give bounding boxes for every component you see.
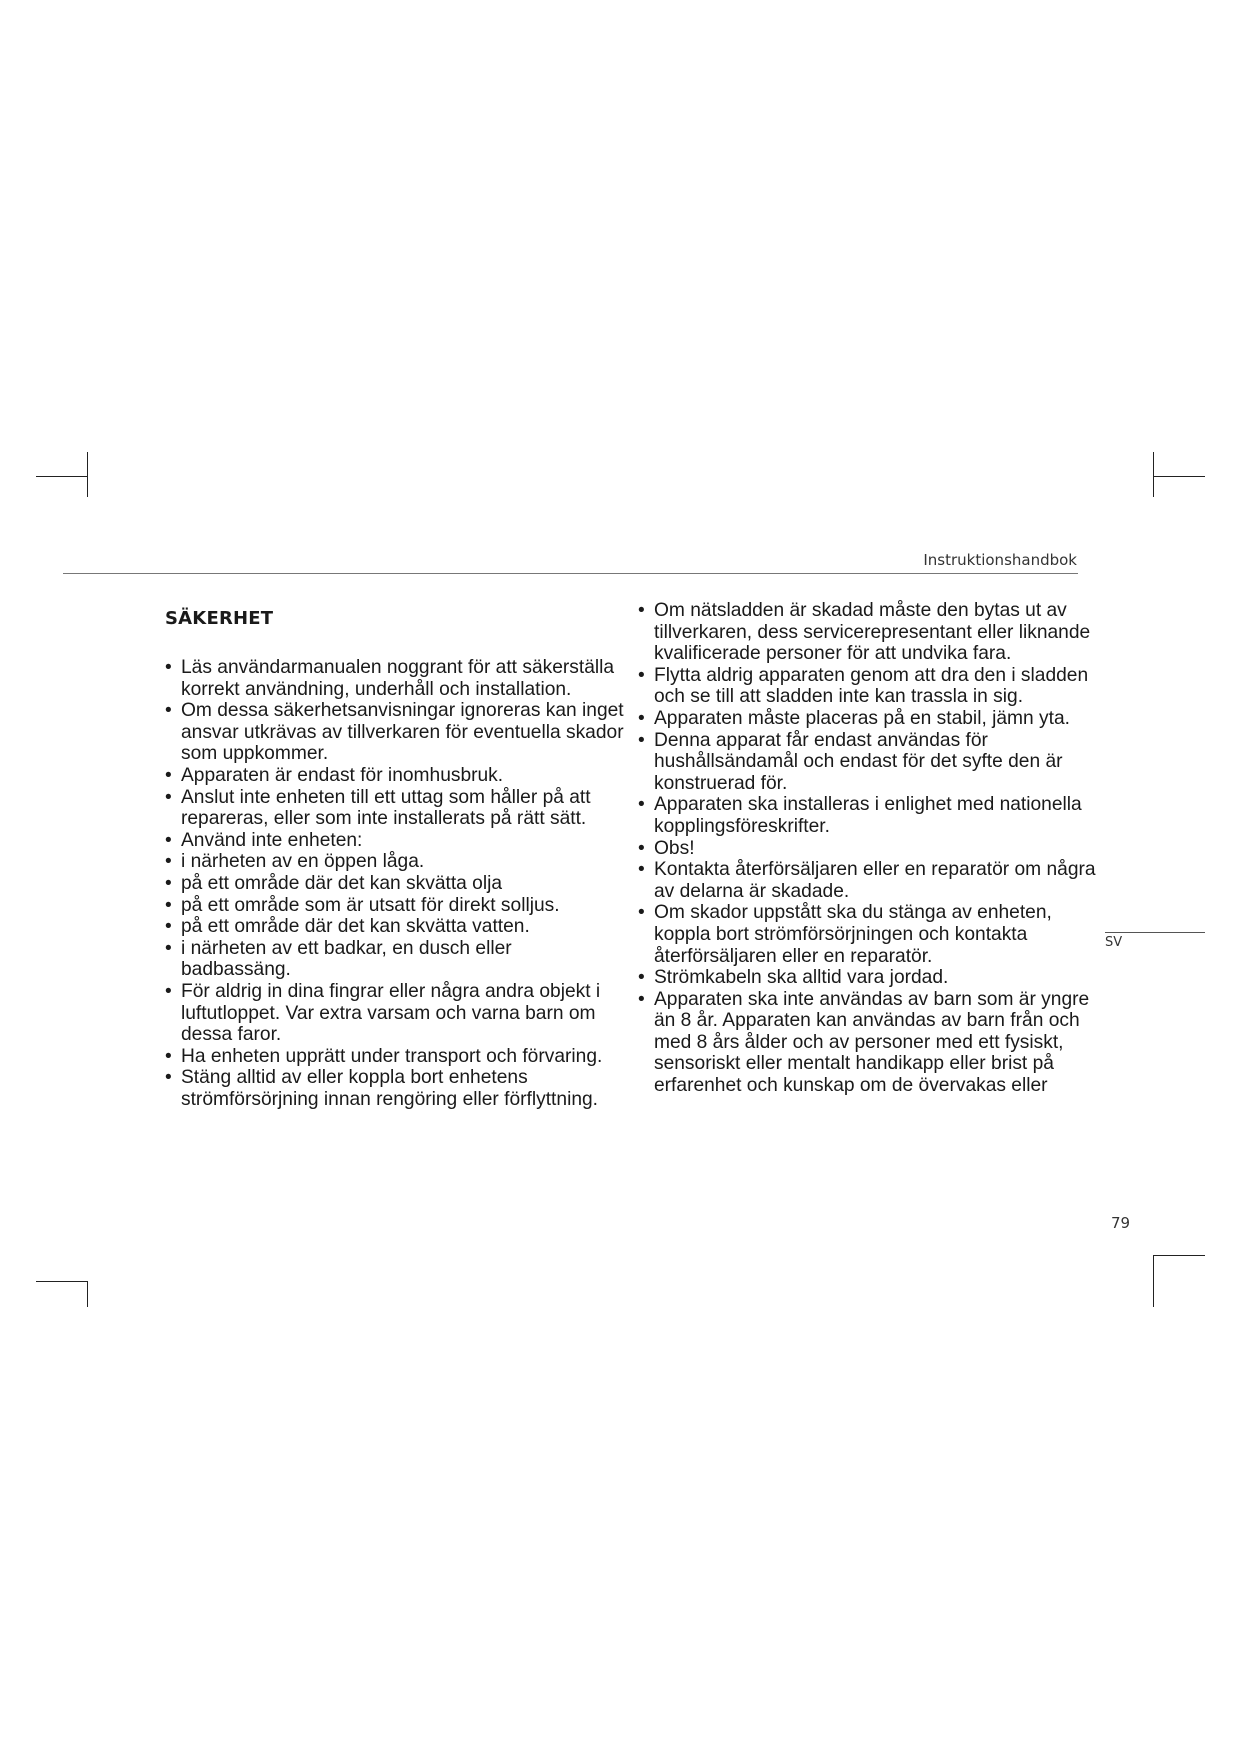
list-item: • Stäng alltid av eller koppla bort enhetens strömförsörjning innan rengöring eller förflyttning. (165, 1067, 625, 1110)
list-item: • Kontakta återförsäljaren eller en reparatör om några av delarna är skadade. (638, 859, 1108, 902)
list-item: • Apparaten ska inte användas av barn som är yngre än 8 år. Apparaten kan användas av barn från och med 8 års ålder och av personer med ett fysiskt, sensoriskt eller mentalt handikapp eller brist på erfarenhet och kunskap om de övervakas eller (638, 989, 1108, 1097)
list-item: • Flytta aldrig apparaten genom att dra den i sladden och se till att sladden inte kan trassla in sig. (638, 665, 1108, 708)
list-item: • Ha enheten upprätt under transport och förvaring. (165, 1046, 625, 1068)
crop-mark-bottom-left-h (36, 1281, 88, 1282)
list-item: • För aldrig in dina fingrar eller några andra objekt i luftutloppet. Var extra varsam och varna barn om dessa faror. (165, 981, 625, 1046)
manual-header-title: Instruktionshandbok (923, 551, 1077, 569)
list-item: • Om skador uppstått ska du stänga av enheten, koppla bort strömförsörjningen och kontakta återförsäljaren eller en reparatör. (638, 902, 1108, 967)
crop-mark-bottom-right-h (1153, 1255, 1205, 1256)
crop-mark-top-left-h (36, 476, 88, 477)
list-item: • Apparaten måste placeras på en stabil, jämn yta. (638, 708, 1108, 730)
list-item: • Obs! (638, 838, 1108, 860)
list-item: • på ett område där det kan skvätta olja (165, 873, 625, 895)
crop-mark-top-right-h (1153, 476, 1205, 477)
safety-list-right (638, 600, 1108, 1097)
list-item: • Apparaten ska installeras i enlighet med nationella kopplingsföreskrifter. (638, 794, 1108, 837)
left-column (165, 600, 625, 1110)
list-item: • Strömkabeln ska alltid vara jordad. (638, 967, 1108, 989)
list-item: • på ett område där det kan skvätta vatten. (165, 916, 625, 938)
page-number: 79 (1111, 1214, 1131, 1232)
list-item: • Apparaten är endast för inomhusbruk. (165, 765, 625, 787)
header-divider (63, 573, 1078, 574)
main-content (165, 600, 1095, 1200)
list-item: • på ett område som är utsatt för direkt solljus. (165, 895, 625, 917)
right-column (638, 600, 1108, 1097)
list-item: • i närheten av en öppen låga. (165, 851, 625, 873)
list-item: • Om nätsladden är skadad måste den bytas ut av tillverkaren, dess servicerepresentant eller liknande kvalificerade personer för att undvika fara. (638, 600, 1108, 665)
list-item: • Denna apparat får endast användas för hushållsändamål och endast för det syfte den är konstruerad för. (638, 730, 1108, 795)
crop-mark-bottom-right-v (1153, 1255, 1154, 1307)
crop-mark-top-right-v (1153, 452, 1154, 497)
list-item: • i närheten av ett badkar, en dusch eller badbassäng. (165, 938, 625, 981)
list-item: • Om dessa säkerhetsanvisningar ignoreras kan inget ansvar utkrävas av tillverkaren för eventuella skador som uppkommer. (165, 700, 625, 765)
section-title: SÄKERHET (165, 608, 274, 629)
crop-mark-bottom-left-v (87, 1281, 88, 1307)
safety-list-left (165, 657, 625, 1110)
language-code: SV (1105, 935, 1123, 950)
crop-mark-top-left-v (87, 452, 88, 497)
list-item: • Använd inte enheten: (165, 830, 625, 852)
language-tab-divider (1105, 932, 1205, 933)
list-item: • Läs användarmanualen noggrant för att säkerställa korrekt användning, underhåll och installation. (165, 657, 625, 700)
list-item: • Anslut inte enheten till ett uttag som håller på att repareras, eller som inte installerats på rätt sätt. (165, 787, 625, 830)
